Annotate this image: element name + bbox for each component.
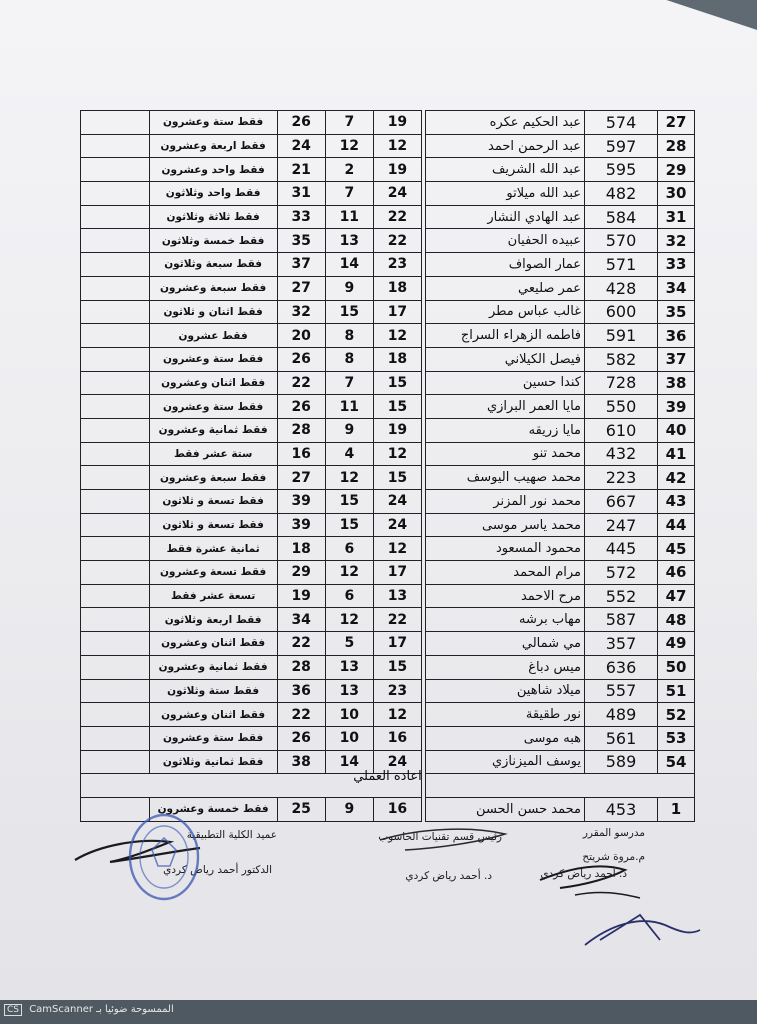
teacher-2-name: د. أحمد رياض كردي [540,868,627,880]
total-in-words: فقط سبعة وعشرون [149,466,277,490]
row-index: 36 [658,324,695,348]
mark-2: 13 [325,679,373,703]
total-in-words: فقط تسعة و ثلاثون [149,513,277,537]
mark-1: 12 [373,442,421,466]
student-code: 636 [585,655,658,679]
mark-2: 10 [325,726,373,750]
total-mark: 36 [277,679,325,703]
mark-1: 23 [373,679,421,703]
student-code: 557 [585,679,658,703]
mark-2: 15 [325,490,373,514]
student-code: 597 [585,134,658,158]
official-stamp-icon [130,815,198,899]
total-mark: 34 [277,608,325,632]
scanner-footer [4,1004,174,1016]
total-in-words: فقط اثنان وعشرون [149,632,277,656]
student-code: 584 [585,205,658,229]
total-in-words: فقط ثمانية وعشرون [149,418,277,442]
mark-2: 12 [325,608,373,632]
total-in-words: فقط تسعة و ثلاثون [149,490,277,514]
row-index: 48 [658,608,695,632]
mark-2: 15 [325,513,373,537]
total-mark: 22 [277,703,325,727]
student-name: مايا العمر البرازي [426,395,585,419]
row-index: 53 [658,726,695,750]
student-code: 550 [585,395,658,419]
teacher-signature-3 [585,915,700,945]
mark-1: 15 [373,655,421,679]
dept-head-signature [380,829,505,850]
student-code: 428 [585,276,658,300]
student-code: 610 [585,418,658,442]
mark-1: 23 [373,253,421,277]
student-code: 667 [585,490,658,514]
student-code: 570 [585,229,658,253]
mark-2: 6 [325,584,373,608]
mark-2: 10 [325,703,373,727]
mark-1: 17 [373,561,421,585]
scanner-watermark-text: CamScanner الممسوحة ضوئيا بـ [29,1004,174,1015]
total-in-words: فقط خمسة وثلاثون [149,229,277,253]
mark-2: 4 [325,442,373,466]
total-in-words: فقط تسعة وعشرون [149,561,277,585]
mark-2: 2 [325,158,373,182]
mark-1: 24 [373,513,421,537]
total-mark: 27 [277,466,325,490]
mark-2: 11 [325,205,373,229]
mark-2: 12 [325,134,373,158]
mark-1: 18 [373,276,421,300]
total-in-words: فقط واحد وثلاثون [149,182,277,206]
row-index: 30 [658,182,695,206]
row-index: 34 [658,276,695,300]
student-code: 445 [585,537,658,561]
total-mark: 20 [277,324,325,348]
student-code: 247 [585,513,658,537]
mark-1: 22 [373,608,421,632]
total-in-words: فقط عشرون [149,324,277,348]
row-index: 43 [658,490,695,514]
total-in-words: فقط ثمانية وعشرون [149,655,277,679]
row-index: 29 [658,158,695,182]
student-code: 574 [585,111,658,135]
total-in-words: ثمانية عشرة فقط [149,537,277,561]
student-name: محمود المسعود [426,537,585,561]
total-mark: 22 [277,371,325,395]
row-index: 41 [658,442,695,466]
mark-2: 8 [325,324,373,348]
row-index: 33 [658,253,695,277]
student-name: مي شمالي [426,632,585,656]
student-name: مهاب برشه [426,608,585,632]
total-mark: 31 [277,182,325,206]
total-mark: 25 [277,797,325,821]
dept-head-name: د. أحمد رياض كردي [405,870,492,882]
mark-2: 9 [325,276,373,300]
mark-2: 7 [325,111,373,135]
row-index: 31 [658,205,695,229]
student-code: 489 [585,703,658,727]
row-index: 51 [658,679,695,703]
student-code: 482 [585,182,658,206]
mark-2: 14 [325,750,373,774]
row-index: 42 [658,466,695,490]
student-name: محمد ياسر موسى [426,513,585,537]
mark-2: 12 [325,466,373,490]
mark-2: 7 [325,182,373,206]
total-in-words: فقط اثنان وعشرون [149,371,277,395]
mark-2: 11 [325,395,373,419]
total-mark: 16 [277,442,325,466]
total-mark: 26 [277,726,325,750]
total-mark: 35 [277,229,325,253]
student-name: عمار الصواف [426,253,585,277]
mark-1: 24 [373,750,421,774]
student-code: 572 [585,561,658,585]
total-mark: 39 [277,513,325,537]
camscanner-icon: CS [4,1004,22,1016]
total-mark: 22 [277,632,325,656]
mark-1: 16 [373,726,421,750]
row-index: 28 [658,134,695,158]
student-code: 589 [585,750,658,774]
mark-2: 9 [325,418,373,442]
mark-2: 7 [325,371,373,395]
student-code: 587 [585,608,658,632]
student-name: عبد الله الشريف [426,158,585,182]
total-mark: 29 [277,561,325,585]
row-index: 37 [658,347,695,371]
student-name: كندا حسين [426,371,585,395]
row-index: 39 [658,395,695,419]
student-code: 223 [585,466,658,490]
row-index: 32 [658,229,695,253]
total-in-words: فقط اثنان و ثلاثون [149,300,277,324]
total-in-words: فقط اربعة وثلاثون [149,608,277,632]
mark-1: 12 [373,537,421,561]
teacher-signature-1 [540,866,625,888]
dept-head-title: رئيس قسم تقنيات الحاسوب [378,831,502,843]
mark-2: 6 [325,537,373,561]
student-name: محمد نور المزنر [426,490,585,514]
total-mark: 21 [277,158,325,182]
mark-2: 5 [325,632,373,656]
mark-2: 8 [325,347,373,371]
total-mark: 27 [277,276,325,300]
mark-1: 15 [373,371,421,395]
student-name: محمد تنو [426,442,585,466]
student-code: 552 [585,584,658,608]
mark-1: 12 [373,703,421,727]
mark-1: 24 [373,490,421,514]
student-code: 561 [585,726,658,750]
student-code: 595 [585,158,658,182]
student-name: عبد الرحمن احمد [426,134,585,158]
mark-1: 12 [373,324,421,348]
mark-2: 13 [325,655,373,679]
student-name: مرام المحمد [426,561,585,585]
student-code: 600 [585,300,658,324]
mark-2: 15 [325,300,373,324]
student-name: فيصل الكيلاني [426,347,585,371]
total-in-words: فقط ستة وعشرون [149,395,277,419]
row-index: 44 [658,513,695,537]
row-index: 45 [658,537,695,561]
student-name: ميلاد شاهين [426,679,585,703]
dean-name: الدكتور أحمد رياض كردي [163,864,272,876]
row-index: 40 [658,418,695,442]
student-name: مايا زريقه [426,418,585,442]
total-in-words: فقط اثنان وعشرون [149,703,277,727]
student-name: فاطمه الزهراء السراج [426,324,585,348]
mark-1: 22 [373,205,421,229]
total-mark: 33 [277,205,325,229]
student-name: عبد الله ميلاتو [426,182,585,206]
row-index: 27 [658,111,695,135]
mark-1: 13 [373,584,421,608]
total-in-words: فقط سبعة وثلاثون [149,253,277,277]
student-name: ميس دباغ [426,655,585,679]
total-mark: 26 [277,111,325,135]
teacher-1-name: م.مروة شريتح [582,851,645,863]
student-code: 582 [585,347,658,371]
total-mark: 24 [277,134,325,158]
mark-2: 12 [325,561,373,585]
student-code: 591 [585,324,658,348]
student-name: عبد الهادي النشار [426,205,585,229]
student-code: 728 [585,371,658,395]
student-code: 357 [585,632,658,656]
total-mark: 37 [277,253,325,277]
mark-1: 19 [373,158,421,182]
student-code: 453 [585,797,658,821]
total-mark: 26 [277,395,325,419]
mark-1: 12 [373,134,421,158]
total-mark: 26 [277,347,325,371]
row-index: 49 [658,632,695,656]
teacher-signature-2 [575,892,640,898]
total-mark: 19 [277,584,325,608]
student-name: غالب عباس مطر [426,300,585,324]
total-in-words: تسعة عشر فقط [149,584,277,608]
total-mark: 39 [277,490,325,514]
row-index: 47 [658,584,695,608]
student-name: عمر صليعي [426,276,585,300]
total-in-words: فقط واحد وعشرون [149,158,277,182]
total-in-words: فقط سبعة وعشرون [149,276,277,300]
row-index: 54 [658,750,695,774]
row-index: 35 [658,300,695,324]
total-in-words: فقط ستة وثلاثون [149,679,277,703]
row-index: 46 [658,561,695,585]
student-name: مرح الاحمد [426,584,585,608]
total-in-words: فقط خمسة وعشرون [149,797,277,821]
total-in-words: فقط ثلاثة وثلاثون [149,205,277,229]
mark-2: 9 [325,797,373,821]
student-code: 432 [585,442,658,466]
total-mark: 28 [277,418,325,442]
student-name: عبيده الحفيان [426,229,585,253]
course-teachers-title: مدرسو المقرر [582,827,645,839]
student-code: 571 [585,253,658,277]
dean-signature [75,841,200,862]
student-name: محمد حسن الحسن [426,797,585,821]
total-mark: 32 [277,300,325,324]
mark-1: 24 [373,182,421,206]
retake-section-label: اعادة العملي [353,769,422,784]
mark-1: 18 [373,347,421,371]
mark-1: 17 [373,300,421,324]
total-in-words: فقط ستة وعشرون [149,347,277,371]
mark-1: 17 [373,632,421,656]
mark-2: 13 [325,229,373,253]
student-name: محمد صهيب اليوسف [426,466,585,490]
mark-2: 14 [325,253,373,277]
mark-1: 15 [373,395,421,419]
mark-1: 19 [373,111,421,135]
total-in-words: فقط اربعة وعشرون [149,134,277,158]
total-mark: 28 [277,655,325,679]
mark-1: 22 [373,229,421,253]
total-mark: 38 [277,750,325,774]
dean-title: عميد الكلية التطبيقية [186,829,277,841]
student-name: عبد الحكيم عكره [426,111,585,135]
total-in-words: فقط ستة وعشرون [149,111,277,135]
row-index: 1 [658,797,695,821]
mark-1: 16 [373,797,421,821]
total-in-words: فقط ثمانية وثلاثون [149,750,277,774]
mark-1: 15 [373,466,421,490]
row-index: 38 [658,371,695,395]
total-in-words: ستة عشر فقط [149,442,277,466]
mark-1: 19 [373,418,421,442]
student-name: هبه موسى [426,726,585,750]
row-index: 52 [658,703,695,727]
student-name: يوسف الميزنازي [426,750,585,774]
student-name: نور طقيقة [426,703,585,727]
row-index: 50 [658,655,695,679]
total-mark: 18 [277,537,325,561]
total-in-words: فقط ستة وعشرون [149,726,277,750]
